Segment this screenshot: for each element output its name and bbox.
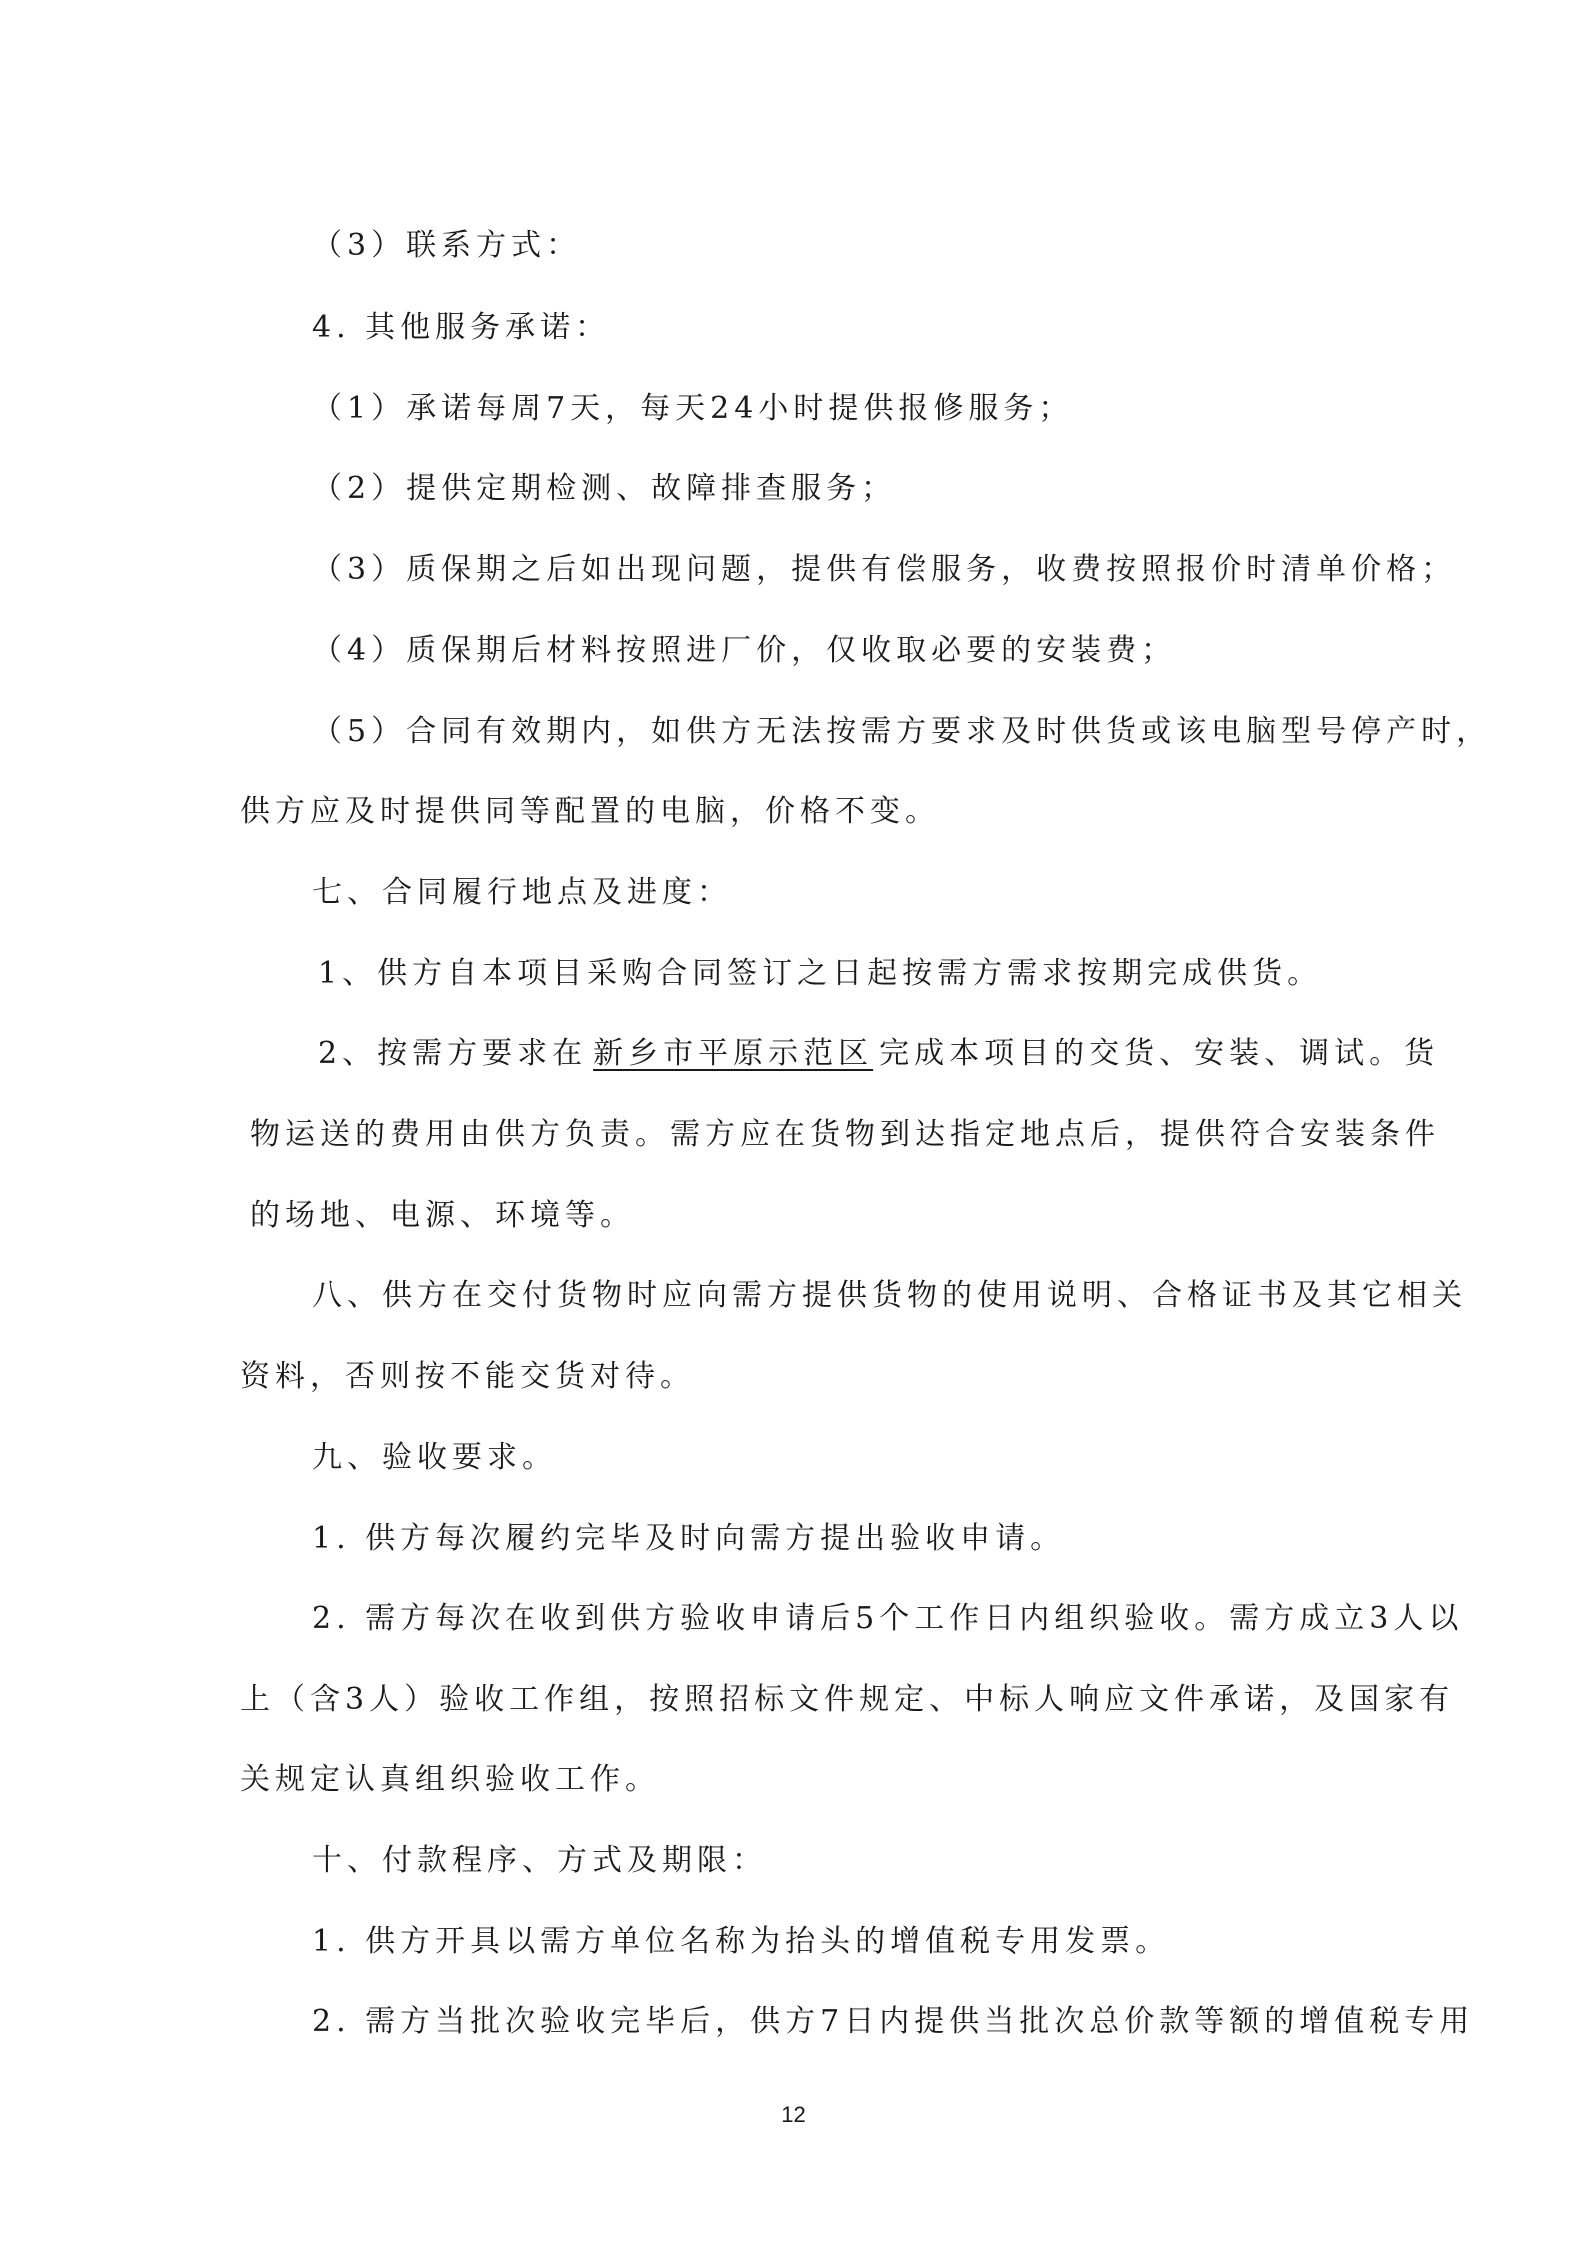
paragraph-line: 的场地、电源、环境等。 (250, 1198, 635, 1233)
section-heading: 七、合同履行地点及进度： (312, 875, 732, 910)
paragraph-line: 2. 需方每次在收到供方验收申请后5个工作日内组织验收。需方成立3人以 (312, 1601, 1464, 1636)
location-suffix: 完成本项目的交货、安装、调试。货 (879, 1036, 1440, 1071)
section-heading: 九、验收要求。 (312, 1440, 557, 1475)
paragraph-line: 4. 其他服务承诺： (312, 310, 611, 345)
paragraph-line: 上（含3人）验收工作组，按照招标文件规定、中标人响应文件承诺，及国家有 (240, 1682, 1455, 1717)
paragraph-line: 物运送的费用由供方负责。需方应在货物到达指定地点后，提供符合安装条件 (250, 1117, 1440, 1152)
delivery-location: 新乡市平原示范区 (593, 1036, 874, 1071)
paragraph-line: （1）承诺每周7天，每天24小时提供报修服务； (312, 391, 1074, 426)
page-number: 12 (781, 2102, 806, 2127)
paragraph-line: 1、供方自本项目采购合同签订之日起按需方需求按期完成供货。 (318, 956, 1323, 991)
paragraph-line: 1. 供方每次履约完毕及时向需方提出验收申请。 (312, 1521, 1066, 1556)
paragraph-line: 关规定认真组织验收工作。 (240, 1762, 660, 1797)
location-prefix: 2、按需方要求在 (318, 1036, 588, 1071)
paragraph-line: 供方应及时提供同等配置的电脑，价格不变。 (240, 794, 940, 829)
paragraph-line: （2）提供定期检测、故障排查服务； (312, 471, 897, 506)
section-heading: 八、供方在交付货物时应向需方提供货物的使用说明、合格证书及其它相关 (312, 1278, 1467, 1313)
paragraph-line: （3）质保期之后如出现问题，提供有偿服务，收费按照报价时清单价格； (312, 552, 1457, 587)
paragraph-line: （5）合同有效期内，如供方无法按需方要求及时供货或该电脑型号停产时， (312, 714, 1492, 749)
section-heading: 十、付款程序、方式及期限： (312, 1843, 767, 1878)
location-line (318, 1034, 1439, 1074)
paragraph-line: （3）联系方式： (312, 228, 582, 263)
paragraph-line: 2. 需方当批次验收完毕后，供方7日内提供当批次总价款等额的增值税专用 (312, 2004, 1475, 2039)
paragraph-line: 资料，否则按不能交货对待。 (240, 1359, 695, 1394)
paragraph-line: 1. 供方开具以需方单位名称为抬头的增值税专用发票。 (312, 1924, 1171, 1959)
paragraph-line: （4）质保期后材料按照进厂价，仅收取必要的安装费； (312, 633, 1177, 668)
